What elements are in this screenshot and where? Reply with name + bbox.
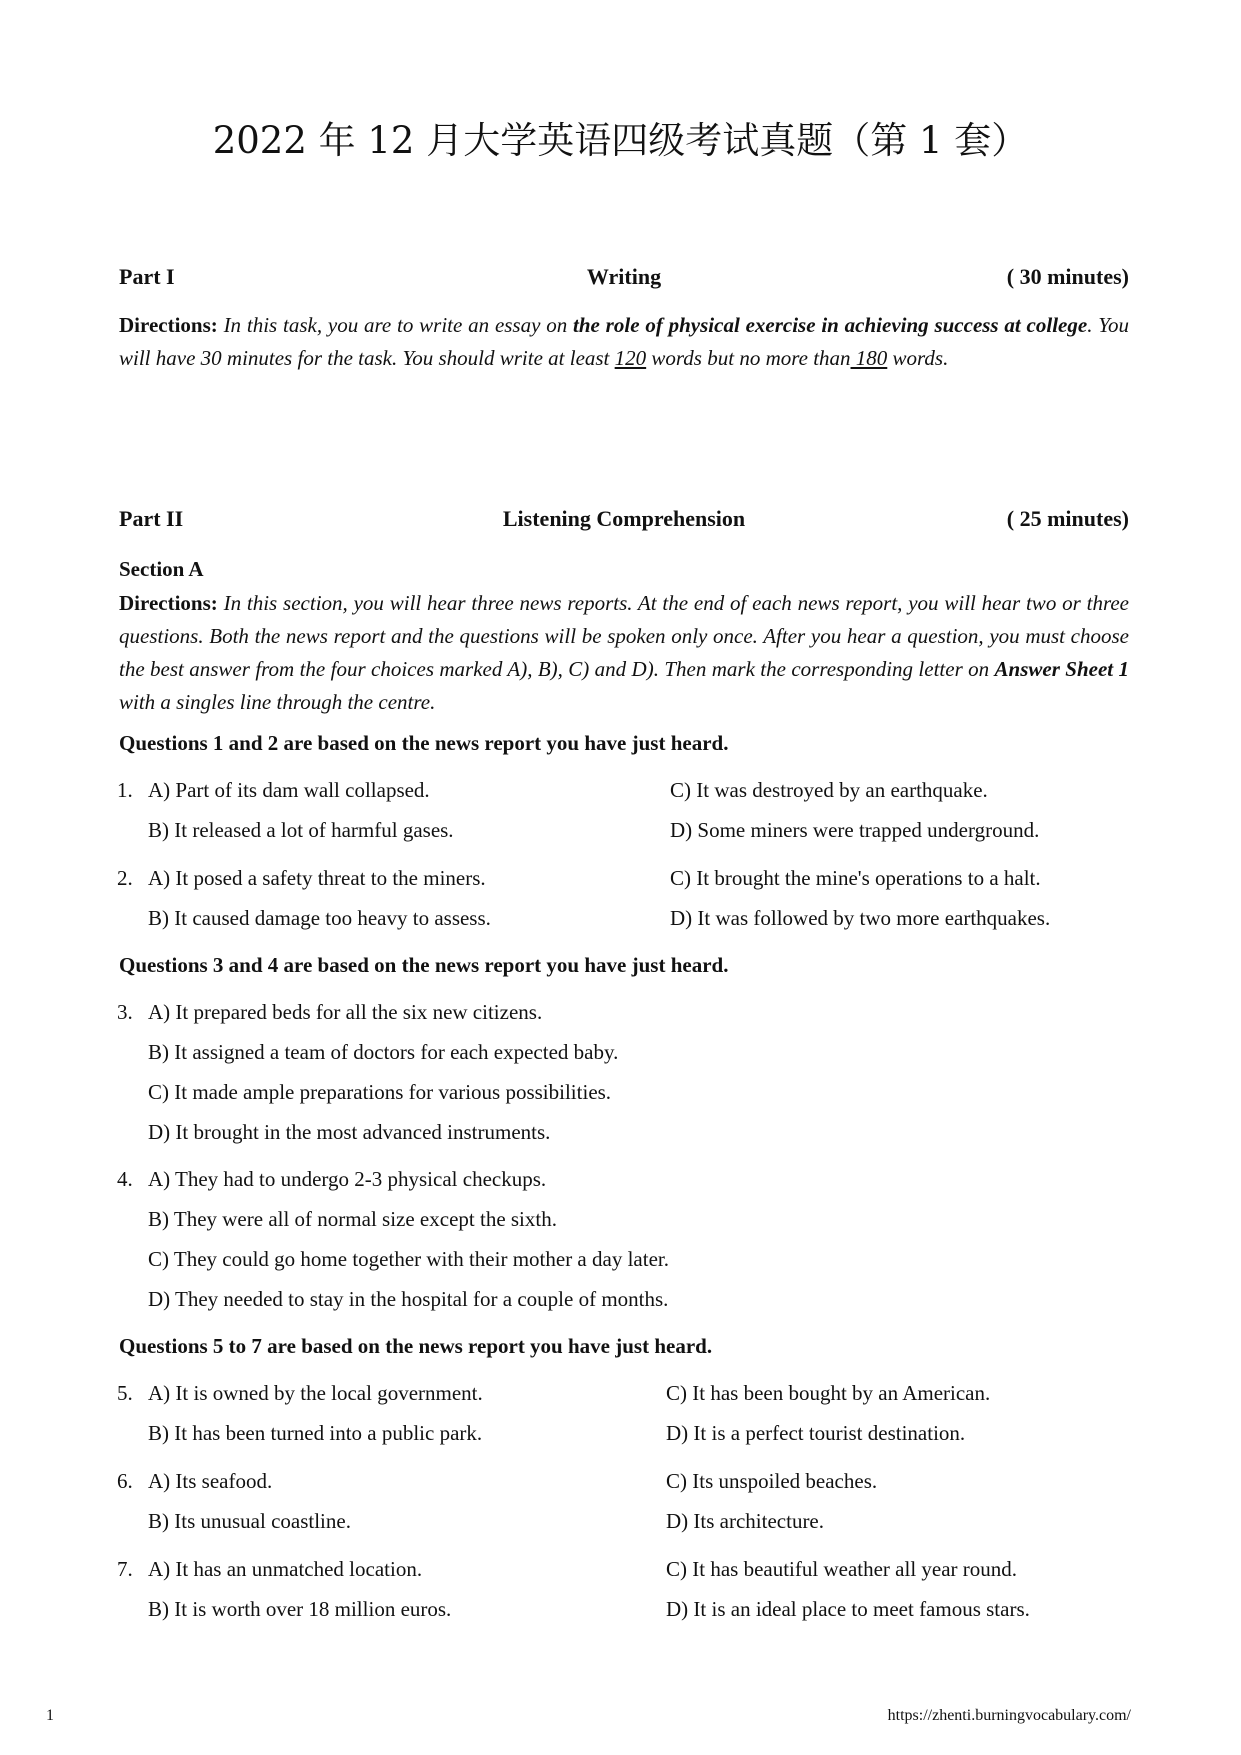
part1-label: Part I: [119, 264, 175, 289]
question-group-header: Questions 5 to 7 are based on the news report you have just heard.: [119, 1334, 713, 1358]
option-d: D) It brought in the most advanced instruments.: [148, 1120, 551, 1144]
question-number: 1.: [117, 778, 133, 802]
part2-header: [119, 506, 1129, 538]
option-b: B) Its unusual coastline.: [148, 1509, 351, 1533]
option-a: A) Its seafood.: [148, 1469, 273, 1493]
option-a: A) They had to undergo 2-3 physical checkups.: [148, 1167, 547, 1191]
question-group-header: Questions 1 and 2 are based on the news report you have just heard.: [119, 731, 729, 755]
part1-dir-text3: words but no more than: [646, 346, 851, 370]
part1-essay-topic: the role of physical exercise in achieving success at college: [573, 313, 1088, 337]
option-b: B) It has been turned into a public park.: [148, 1421, 483, 1445]
question-number: 6.: [117, 1469, 133, 1493]
part1-header: [119, 264, 1129, 296]
part2-directions-label: Directions:: [119, 591, 218, 615]
part2-name: Listening Comprehension: [502, 506, 746, 531]
option-d: D) They needed to stay in the hospital for a couple of months.: [148, 1287, 669, 1311]
footer-url: https://zhenti.burningvocabulary.com/: [887, 1707, 1131, 1724]
part2-dir-text1: In this section, you will hear three news reports. At the end of each news report, you will hear two or three questions. Both the news report and the questions will be spoken only once. After you hear a question, you must choose the best answer from the four choices marked A), B), C) and D). Then mark the corresponding letter on: [119, 591, 1129, 681]
option-b: B) It assigned a team of doctors for each expected baby.: [148, 1040, 619, 1064]
part2-dir-text2: with a singles line through the centre.: [119, 690, 436, 714]
option-a: A) Part of its dam wall collapsed.: [148, 778, 430, 802]
question-group-header: Questions 3 and 4 are based on the news report you have just heard.: [119, 953, 729, 977]
part1-dir-text4: words.: [887, 346, 949, 370]
question-number: 7.: [117, 1557, 133, 1581]
part1-directions-label: Directions:: [119, 313, 218, 337]
part1-dir-text1: In this task, you are to write an essay on: [217, 313, 574, 337]
question-number: 5.: [117, 1381, 133, 1405]
question-number: 3.: [117, 1000, 133, 1024]
part1-name: Writing: [586, 264, 662, 289]
page-title: 2022 年 12 月大学英语四级考试真题（第 1 套）: [212, 119, 1029, 162]
option-b: B) They were all of normal size except the sixth.: [148, 1207, 557, 1231]
option-a: A) It is owned by the local government.: [148, 1381, 483, 1405]
part1-min-words: 120: [614, 346, 647, 370]
part1-directions: [119, 309, 1129, 375]
option-c: C) It was destroyed by an earthquake.: [670, 778, 988, 802]
option-a: A) It has an unmatched location.: [148, 1557, 423, 1581]
option-d: D) Some miners were trapped underground.: [670, 818, 1040, 842]
option-c: C) They could go home together with their mother a day later.: [148, 1247, 669, 1271]
page-number: 1: [46, 1707, 54, 1724]
part1-dir-text2: . You will have 30 minutes for the task. You should write at least: [119, 313, 1129, 370]
section-a-title: Section A: [119, 557, 204, 581]
option-a: A) It prepared beds for all the six new citizens.: [148, 1000, 543, 1024]
option-a: A) It posed a safety threat to the miners.: [148, 866, 486, 890]
part1-time: ( 30 minutes): [1006, 264, 1129, 289]
option-c: C) It brought the mine's operations to a halt.: [670, 866, 1041, 890]
option-c: C) Its unspoiled beaches.: [666, 1469, 878, 1493]
option-d: D) It was followed by two more earthquakes.: [670, 906, 1051, 930]
answer-sheet-label: Answer Sheet 1: [994, 657, 1129, 681]
option-d: D) It is a perfect tourist destination.: [666, 1421, 966, 1445]
part2-time: ( 25 minutes): [1006, 506, 1129, 531]
option-b: B) It caused damage too heavy to assess.: [148, 906, 491, 930]
option-d: D) Its architecture.: [666, 1509, 825, 1533]
part2-label: Part II: [119, 506, 184, 531]
option-d: D) It is an ideal place to meet famous stars.: [666, 1597, 1030, 1621]
question-number: 4.: [117, 1167, 133, 1191]
option-c: C) It has beautiful weather all year round.: [666, 1557, 1018, 1581]
part2-directions: [119, 587, 1129, 719]
question-number: 2.: [117, 866, 133, 890]
option-b: B) It released a lot of harmful gases.: [148, 818, 454, 842]
option-c: C) It made ample preparations for various possibilities.: [148, 1080, 612, 1104]
option-c: C) It has been bought by an American.: [666, 1381, 991, 1405]
part1-max-words: 180: [850, 346, 888, 370]
option-b: B) It is worth over 18 million euros.: [148, 1597, 452, 1621]
